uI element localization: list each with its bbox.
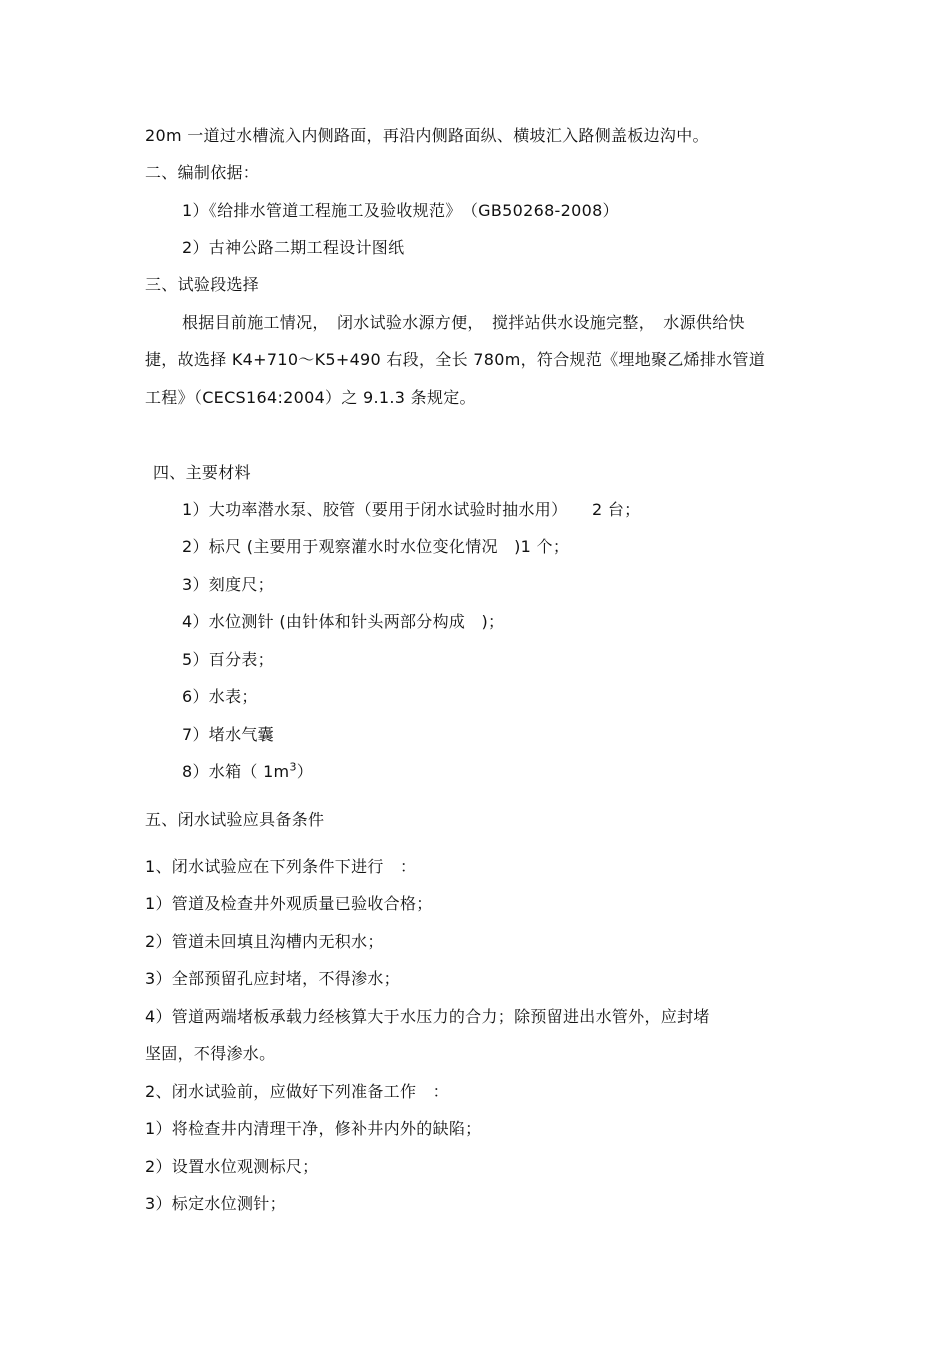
list-item: 1）《给排水管道工程施工及验收规范》 （GB50268-2008）: [182, 201, 619, 220]
list-item: 3）刻度尺；: [182, 575, 274, 594]
list-item-text-end: ）: [296, 762, 314, 781]
section-heading-conditions: 五、闭水试验应具备条件: [145, 810, 325, 829]
list-item: 2）管道未回填且沟槽内无积水；: [145, 932, 384, 951]
list-item: 6）水表；: [182, 687, 258, 706]
list-item: 1）将检查井内清理干净，修补井内外的缺陷；: [145, 1119, 482, 1138]
section-heading-materials: 四、主要材料: [153, 463, 251, 482]
list-item: 3）标定水位测针；: [145, 1194, 286, 1213]
list-item: 3）全部预留孔应封堵，不得渗水；: [145, 969, 400, 988]
list-item: 4）管道两端堵板承载力经核算大于水压力的合力；除预留进出水管外，应封堵: [145, 1007, 710, 1026]
paragraph-continuation: 20m 一道过水槽流入内侧路面，再沿内侧路面纵、横坡汇入路侧盖板边沟中。: [145, 126, 709, 145]
list-item: 2）标尺 (主要用于观察灌水时水位变化情况 )1 个；: [182, 537, 570, 556]
list-item: 1）管道及检查井外观质量已验收合格；: [145, 894, 433, 913]
section-heading-basis: 二、编制依据：: [145, 163, 260, 182]
section-heading-test-section: 三、试验段选择: [145, 275, 260, 294]
superscript: 3: [289, 760, 297, 774]
paragraph-line: 捷，故选择 K4+710～K5+490 右段，全长 780m，符合规范《埋地聚乙烯排水管道: [145, 350, 766, 369]
list-item: 4）水位测针 (由针体和针头两部分构成 )；: [182, 612, 505, 631]
list-item: 1）大功率潜水泵、胶管（要用于闭水试验时抽水用） 2 台；: [182, 500, 641, 519]
subheading: 1、闭水试验应在下列条件下进行 ：: [145, 857, 417, 876]
subheading: 2、闭水试验前，应做好下列准备工作 ：: [145, 1082, 449, 1101]
list-item: 7）堵水气囊: [182, 725, 274, 744]
list-item: 5）百分表；: [182, 650, 274, 669]
paragraph-line: 根据目前施工情况， 闭水试验水源方便， 搅拌站供水设施完整， 水源供给快: [182, 313, 745, 332]
paragraph-line: 工程》（CECS164:2004）之 9.1.3 条规定。: [145, 388, 476, 407]
list-item-continuation: 坚固，不得渗水。: [145, 1044, 276, 1063]
list-item: [182, 761, 313, 783]
list-item-text: 8）水箱（ 1m: [182, 762, 290, 781]
list-item: 2）古神公路二期工程设计图纸: [182, 238, 405, 257]
list-item: 2）设置水位观测标尺；: [145, 1157, 319, 1176]
